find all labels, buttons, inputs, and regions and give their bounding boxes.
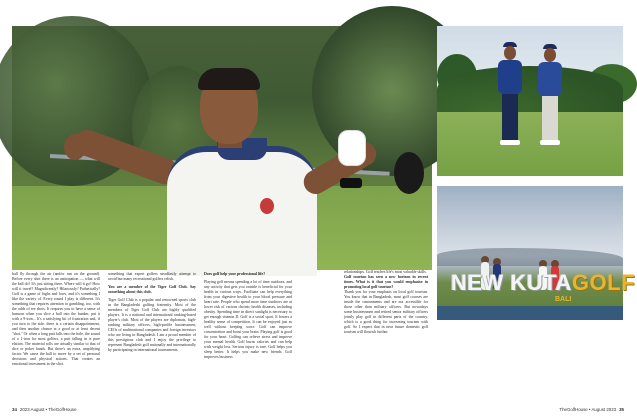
background-hill — [437, 66, 623, 112]
interview-question: You are a member of the Tiger Golf Club. Say something about this club. — [108, 285, 196, 294]
left-page-column-3 — [204, 272, 292, 363]
left-page-column-1 — [12, 272, 100, 370]
golf-course-sign — [451, 270, 636, 296]
golfer-legs — [502, 94, 518, 140]
sign-base — [437, 306, 623, 320]
golfer-head — [504, 46, 516, 60]
golfer-torso — [538, 62, 562, 96]
golfer-shoes — [500, 140, 520, 145]
footer-text: TheGolfHouse • August 2023 — [559, 407, 617, 412]
golfer-legs — [542, 96, 558, 142]
golf-club-head — [394, 152, 424, 194]
page-number: 35 — [619, 407, 624, 412]
interview-question: Golf tourism has seen a new horizon in recent times. What is it that you would emphasise in promoting local golf tourism? — [344, 275, 428, 289]
left-page-footer — [12, 407, 77, 412]
golfer-hair — [198, 68, 260, 90]
shirt-logo-icon — [260, 198, 274, 214]
page-number: 34 — [12, 407, 17, 412]
wristwatch — [340, 178, 362, 188]
interview-question: Does golf help your professional life? — [204, 272, 266, 276]
golfer-torso — [498, 60, 522, 94]
sign-gold-text: GOLF — [571, 270, 636, 295]
distant-hills — [437, 248, 623, 266]
sign-main-text: NEW KUTA — [451, 270, 572, 295]
golfer-shirt — [167, 146, 317, 276]
new-kuta-golf-sign-photo — [437, 186, 636, 320]
body-paragraph: something that expert golfers steadfastly attempt to avoid but many recreational golfers relish. — [108, 272, 196, 281]
golfer-shoes — [540, 140, 560, 145]
golfer-head — [544, 48, 556, 62]
body-paragraph: ball fly through the air (and/or run on the ground). Before every shot there is an anticipation — what will the ball do? It's just sitting there. Where will it go? How will it travel? Magnificently? Hilariously? Pathetically? Golf is a game of highs and lows, and it's something I like the variety of. Every round I play is different. It's something that requires attention to gambling, too, with the odds of tee shots. It requires you to have a sense of humour when you slice a ball into the bunker, put it with a 9-iron... It's a satisfying bit of frustration and, if you turn to the side, there is a certain disappointment, and then another chance at a good or at least decent "shot." Or when a long putt falls into the hole, the sound of a 1-iron for most golfers, a putt falling in is pure elation. The material rolls are actually similar to that of dice or poker hands. But there's an extra, amplifying factor. We cause the ball to move by a set of personal decisions and physical actions. That creates an emotional investment in the shot. — [12, 272, 100, 366]
body-paragraph: relationships. Golf teaches life's most valuable skills. — [344, 270, 427, 274]
right-page-column — [344, 270, 428, 335]
left-page-column-2 — [108, 272, 196, 356]
golf-glove — [338, 130, 366, 166]
interview-answer: Thank you for your emphasis on local golf tourism. You know that in Bangladesh, most golf courses are inside the cantonments and are not accessible for those other than military officers. But nowadays some businessmen and retired senior military officers jointly play golf in different parts of the country, which is a good thing for increasing tourism with golf. So I expect that in near future domestic golf tourism will flourish further. — [344, 290, 428, 334]
interview-answer: Tiger Golf Club is a popular and renowned sports club in the Bangladeshi golfing fraternity. Most of the members of Tiger Golf Club are highly qualified players. It is a national and international ranking-based player's club. Most of the players are diplomats, high-ranking military officers, high-profile businessmen, CEOs of multinational companies and foreign investors who are living in Bangladesh. I am a proud member of this prestigious club and I enjoy the privilege to represent Bangladesh golf nationally and internationally by participating in international tournaments. — [108, 298, 196, 352]
footer-text: 2023 August • TheGolfHouse — [19, 407, 77, 412]
right-page-footer — [559, 407, 624, 412]
interview-answer: Playing golf means spending a lot of time outdoors, and any activity that gets you outside is beneficial for your health in various ways. Facilitate can help everything from your digestive health to your blood pressure and heart rate. People who spend more time outdoors are at lower risk of various chronic health diseases, including obesity. Spending time in direct sunlight is necessary to get enough vitamin D. Golf is a social sport. It fosters a healthy sense of competition. It can be enjoyed just as well without keeping score. Golf can improve concentration and boost your brain. Playing golf is good for your heart. Golfing can relieve stress and improve your mental health. Golf burns calories and can help with weight loss. Serious injury is rare. Golf helps you sleep better. It helps you make new friends. Golf improves business — [204, 280, 292, 359]
hero-golfer-photo — [12, 26, 432, 270]
sign-subtext: BALI — [555, 296, 572, 303]
two-golfers-photo — [437, 26, 623, 176]
golfer-left-hand — [64, 134, 86, 160]
